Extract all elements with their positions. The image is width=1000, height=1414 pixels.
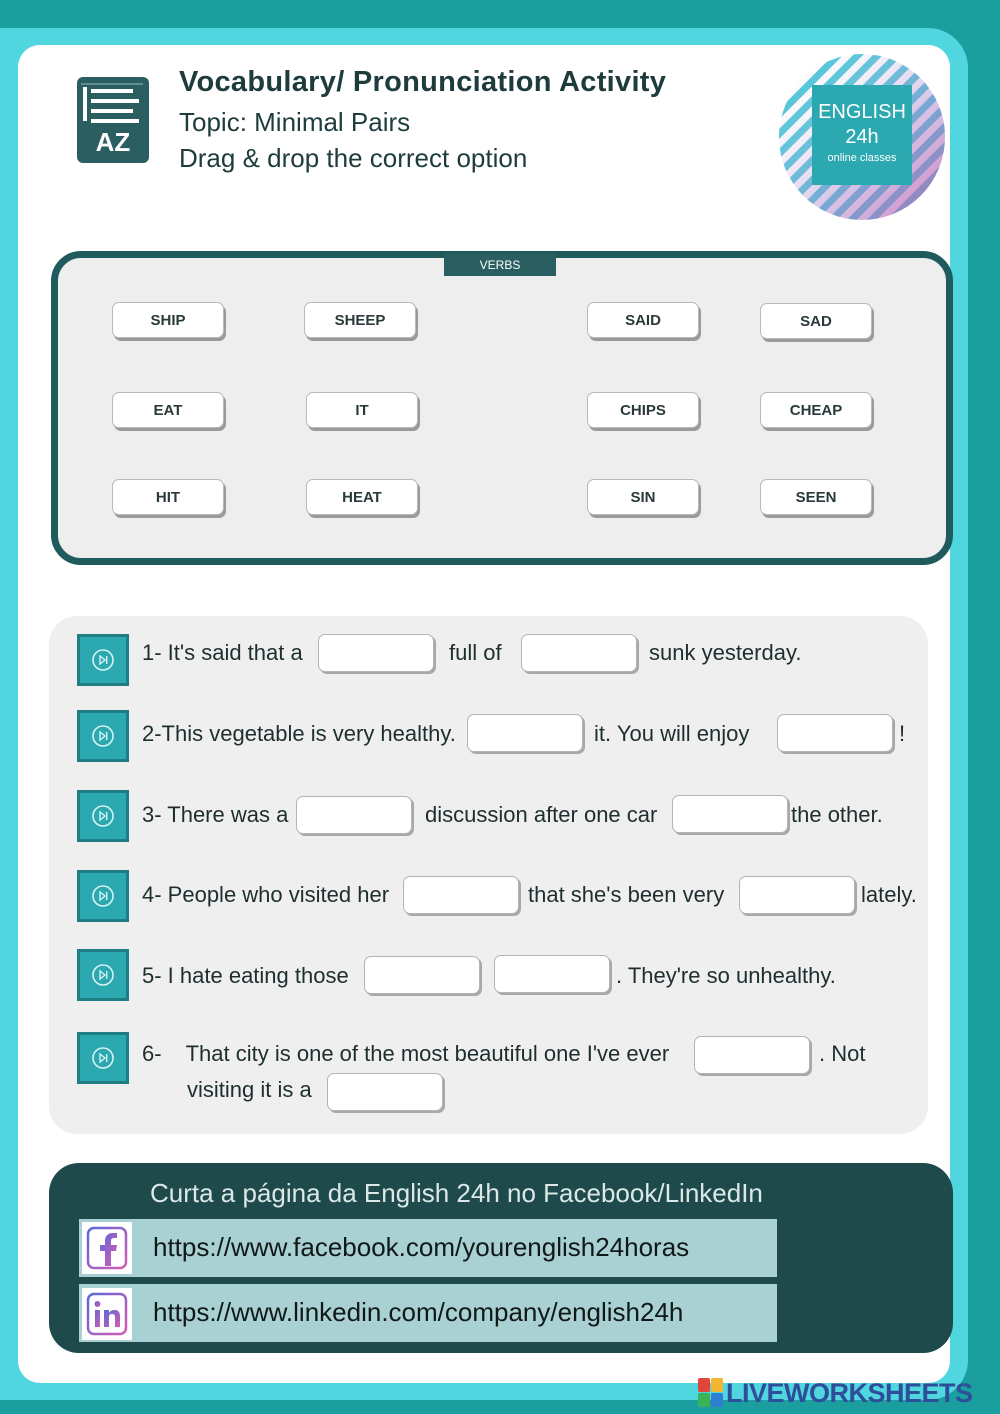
play-pause-icon	[91, 804, 115, 828]
liveworksheets-watermark	[698, 1378, 973, 1410]
question-6-part-c: visiting it is a	[187, 1077, 312, 1102]
page-title: Vocabulary/ Pronunciation Activity	[179, 66, 667, 98]
question-4-part-c: lately.	[861, 882, 917, 907]
question-3-part-c: the other.	[791, 802, 883, 827]
word-chip-sheep[interactable]: SHEEP	[304, 302, 416, 338]
linkedin-url-link[interactable]: https://www.linkedin.com/company/english24h	[153, 1297, 684, 1327]
answer-blank-2a[interactable]	[467, 714, 583, 752]
answer-blank-6b[interactable]	[327, 1073, 443, 1111]
question-3-part-a: 3- There was a	[142, 802, 289, 827]
question-6-part-a: 6- That city is one of the most beautiful one I've ever	[142, 1041, 670, 1066]
question-5-part-a: 5- I hate eating those	[142, 963, 349, 988]
word-chip-sin[interactable]: SIN	[587, 479, 699, 515]
play-pause-icon	[91, 724, 115, 748]
facebook-icon	[82, 1222, 132, 1274]
logo-line-2: 24h	[845, 126, 879, 148]
answer-blank-6a[interactable]	[694, 1036, 810, 1074]
word-chip-hit[interactable]: HIT	[112, 479, 224, 515]
answer-blank-3a[interactable]	[296, 796, 412, 834]
instruction-line: Drag & drop the correct option	[179, 143, 528, 173]
play-pause-icon	[91, 648, 115, 672]
answer-blank-2b[interactable]	[777, 714, 893, 752]
word-chip-heat[interactable]: HEAT	[306, 479, 418, 515]
answer-blank-4a[interactable]	[403, 876, 519, 914]
question-5-part-b: . They're so unhealthy.	[616, 963, 836, 988]
answer-blank-1a[interactable]	[318, 634, 434, 672]
word-chip-said[interactable]: SAID	[587, 302, 699, 338]
audio-play-button-4[interactable]	[77, 870, 129, 922]
answer-blank-5b[interactable]	[494, 955, 610, 993]
word-chip-eat[interactable]: EAT	[112, 392, 224, 428]
play-pause-icon	[91, 1046, 115, 1070]
question-1-part-b: full of	[449, 640, 502, 665]
dictionary-az-icon	[77, 77, 149, 163]
linkedin-icon	[82, 1288, 132, 1340]
logo-line-3: online classes	[827, 152, 897, 164]
question-2-part-c: !	[899, 721, 906, 746]
audio-play-button-1[interactable]	[77, 634, 129, 686]
answer-blank-1b[interactable]	[521, 634, 637, 672]
topic-line: Topic: Minimal Pairs	[179, 107, 411, 137]
word-chip-chips[interactable]: CHIPS	[587, 392, 699, 428]
word-chip-cheap[interactable]: CHEAP	[760, 392, 872, 428]
logo-line-1: ENGLISH	[818, 101, 906, 123]
answer-blank-5a[interactable]	[364, 956, 480, 994]
question-3-part-b: discussion after one car	[425, 802, 658, 827]
audio-play-button-2[interactable]	[77, 710, 129, 762]
word-chip-it[interactable]: IT	[306, 392, 418, 428]
answer-blank-4b[interactable]	[739, 876, 855, 914]
question-2-part-b: it. You will enjoy	[594, 721, 750, 746]
liveworksheets-logo-icon	[698, 1378, 724, 1408]
play-pause-icon	[91, 884, 115, 908]
question-1-part-c: sunk yesterday.	[649, 640, 802, 665]
answer-blank-3b[interactable]	[672, 795, 788, 833]
facebook-url-link[interactable]: https://www.facebook.com/yourenglish24horas	[153, 1232, 690, 1262]
liveworksheets-text: LIVEWORKSHEETS	[726, 1378, 973, 1408]
play-pause-icon	[91, 963, 115, 987]
question-1-part-a: 1- It's said that a	[142, 640, 303, 665]
english24h-logo	[812, 85, 912, 185]
word-chip-ship[interactable]: SHIP	[112, 302, 224, 338]
word-chip-seen[interactable]: SEEN	[760, 479, 872, 515]
question-4-part-b: that she's been very	[528, 882, 725, 907]
word-chip-sad[interactable]: SAD	[760, 303, 872, 339]
audio-play-button-3[interactable]	[77, 790, 129, 842]
footer-title: Curta a página da English 24h no Facebook/LinkedIn	[150, 1178, 763, 1208]
audio-play-button-6[interactable]	[77, 1032, 129, 1084]
question-6-part-b: . Not	[819, 1041, 866, 1066]
question-2-part-a: 2-This vegetable is very healthy.	[142, 721, 456, 746]
verbs-tag: VERBS	[444, 254, 556, 276]
az-label: AZ	[95, 127, 131, 157]
question-4-part-a: 4- People who visited her	[142, 882, 390, 907]
audio-play-button-5[interactable]	[77, 949, 129, 1001]
